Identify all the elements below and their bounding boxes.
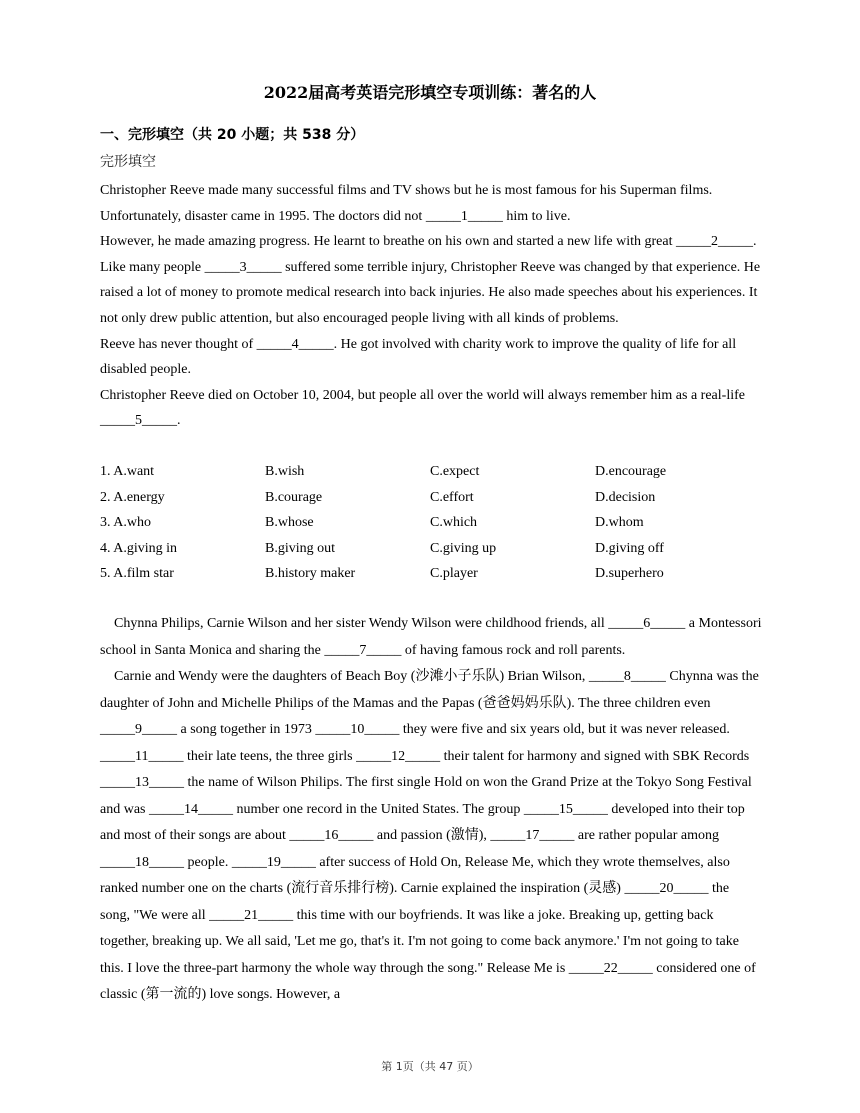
- option-d: D.decision: [595, 489, 656, 505]
- option-a: 2. A.energy: [100, 489, 165, 505]
- option-c: C.player: [430, 566, 478, 582]
- answer-options: [100, 459, 762, 587]
- option-a: 4. A.giving in: [100, 540, 178, 556]
- option-row: [100, 459, 762, 485]
- page-title: 2022届高考英语完形填空专项训练：著名的人: [263, 83, 597, 102]
- subsection-heading: 完形填空: [100, 154, 156, 170]
- option-row: [100, 561, 762, 587]
- section-heading: 一、完形填空（共 20 小题；共 538 分）: [100, 127, 365, 143]
- option-row: [100, 536, 762, 562]
- option-b: B.courage: [265, 489, 323, 505]
- option-a: 5. A.film star: [100, 566, 174, 582]
- option-d: D.whom: [595, 515, 644, 531]
- option-a: 1. A.want: [100, 464, 155, 479]
- passage-2: [100, 611, 762, 1009]
- passage-1-paragraph: However, he made amazing progress. He learnt to breathe on his own and started a new life with great _____2_____. Like many people _____3_____ suffered some terrible injury, Christopher Reeve was changed by that experience. He raised a lot of money to promote medical research into back injuries. He also made speeches about his experiences. It not only drew public attention, but also encouraged people living with all kinds of problems.: [100, 234, 761, 326]
- option-b: B.giving out: [265, 540, 336, 556]
- option-d: D.giving off: [595, 540, 664, 556]
- option-row: [100, 510, 762, 536]
- option-b: B.history maker: [265, 566, 356, 582]
- passage-2-paragraph: Chynna Philips, Carnie Wilson and her sister Wendy Wilson were childhood friends, all _____6_____ a Montessori school in Santa Monica and sharing the _____7_____ of having famous rock and roll parents.: [100, 616, 762, 658]
- option-b: B.wish: [265, 464, 305, 479]
- option-b: B.whose: [265, 515, 314, 531]
- passage-1-paragraph: Unfortunately, disaster came in 1995. The doctors did not _____1_____ him to live.: [100, 208, 571, 224]
- passage-1-paragraph: Christopher Reeve died on October 10, 2004, but people all over the world will always remember him as a real-life _____5_____.: [100, 387, 745, 429]
- option-c: C.which: [430, 515, 478, 531]
- option-c: C.giving up: [430, 540, 497, 556]
- passage-1: [100, 178, 762, 434]
- option-a: 3. A.who: [100, 515, 151, 531]
- passage-2-paragraph: Carnie and Wendy were the daughters of Beach Boy (沙滩小子乐队) Brian Wilson, _____8_____ Chynna was the daughter of John and Michelle Philips of the Mamas and the Papas (爸爸妈妈乐队). The three children even _____9_____ a song together in 1973 _____10_____ they were five and six years old, but it was never released. _____11_____ their late teens, the three girls _____12_____ their talent for harmony and signed with SBK Records _____13_____ the name of Wilson Philips. The first single Hold on won the Grand Prize at the Tokyo Song Festival and was _____14_____ number one record in the United States. The group _____15_____ developed into their top and most of their songs are about _____16_____ and passion (激情), _____17_____ are rather popular among _____18_____ people. _____19_____ after success of Hold On, Release Me, which they wrote themselves, also ranked number one on the charts (流行音乐排行榜). Carnie explained the inspiration (灵感) _____20_____ the song, "We were all _____21_____ this time with our boyfriends. It was like a joke. Breaking up, getting back together, breaking up. We all said, 'Let me go, that's it. I'm not going to come back anymore.' I'm not going to take this. I love the three-part harmony the whole way through the song." Release Me is _____22_____ considered one of classic (第一流的) love songs. However, a: [100, 669, 759, 1002]
- passage-1-paragraph: Reeve has never thought of _____4_____. He got involved with charity work to improve the quality of life for all disabled people.: [100, 336, 737, 378]
- option-row: [100, 485, 762, 511]
- option-c: C.effort: [430, 489, 474, 505]
- page-footer: 第 1页（共 47 页）: [381, 1060, 479, 1073]
- option-d: D.superhero: [595, 566, 664, 582]
- option-d: D.encourage: [595, 464, 667, 479]
- option-c: C.expect: [430, 464, 480, 479]
- passage-1-paragraph: Christopher Reeve made many successful films and TV shows but he is most famous for his Superman films.: [100, 183, 713, 198]
